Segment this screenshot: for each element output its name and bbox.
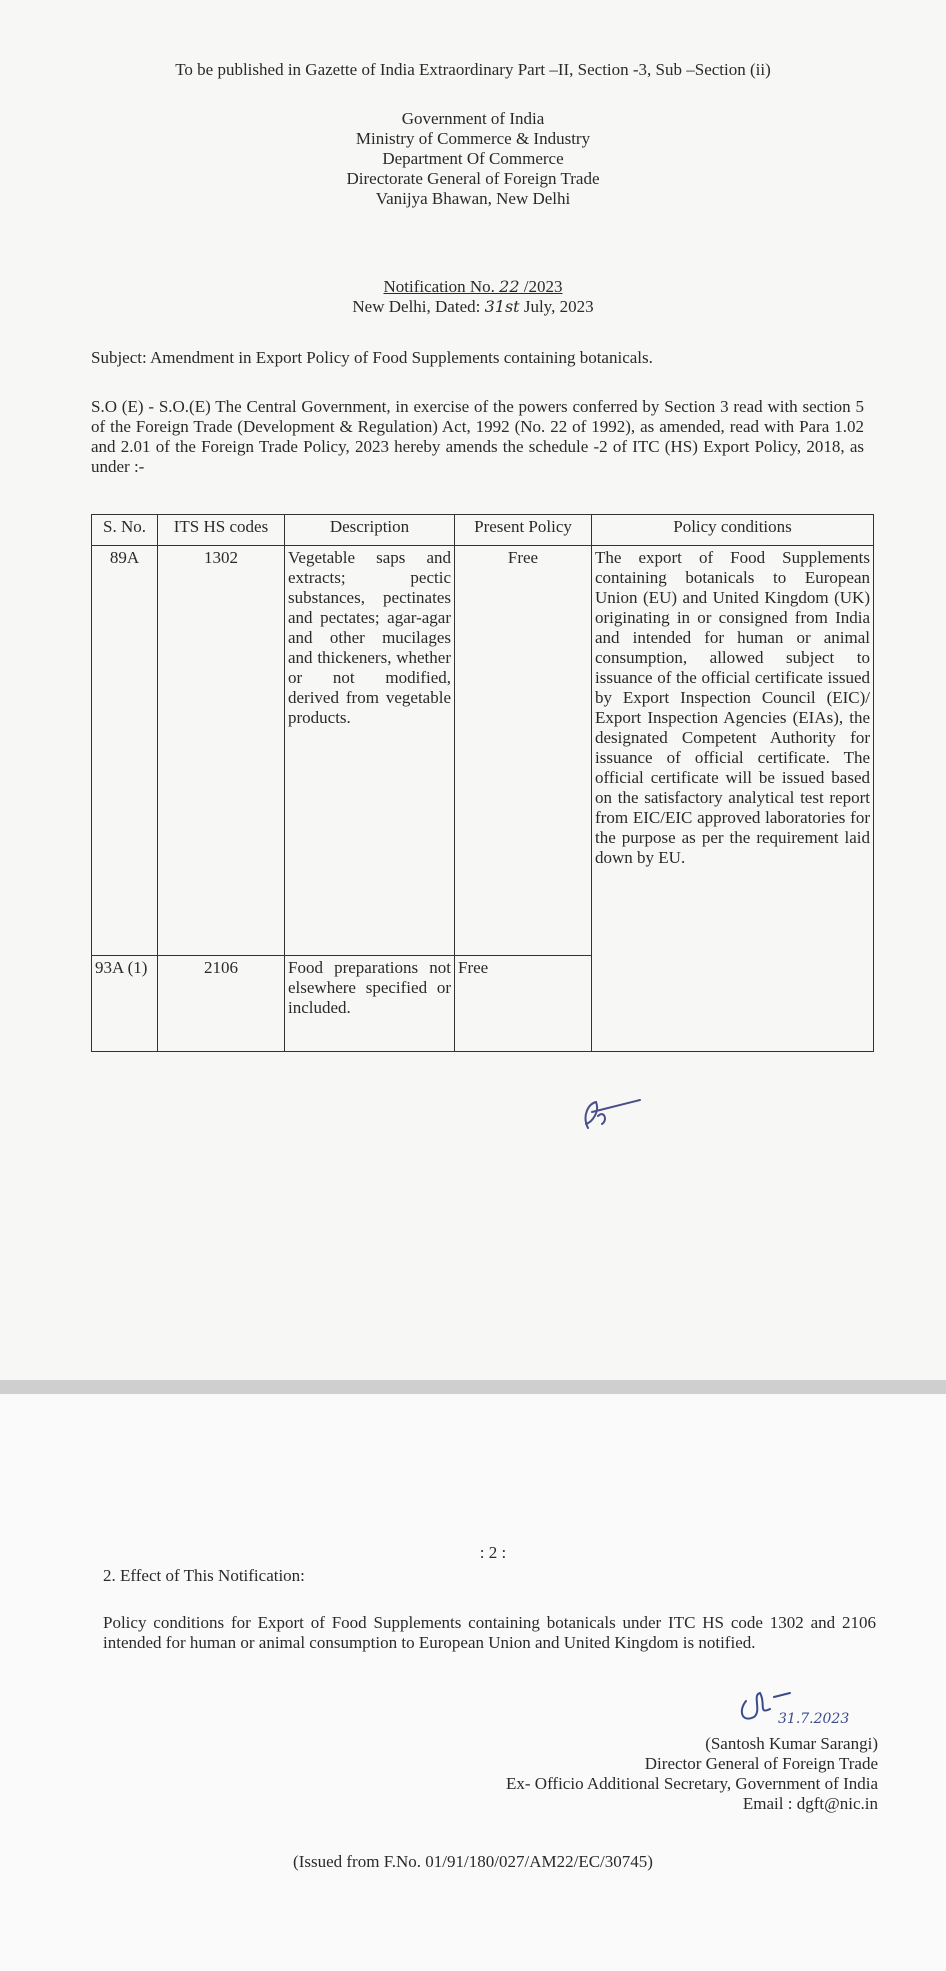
handwritten-signature bbox=[730, 1683, 860, 1733]
notification-number: Notification No. 22 /2023 bbox=[383, 277, 563, 296]
org-line-ministry: Ministry of Commerce & Industry bbox=[355, 129, 591, 148]
header-sno: S. No. bbox=[92, 515, 158, 546]
signatory-office: Ex- Officio Additional Secretary, Government of India bbox=[506, 1774, 878, 1793]
initials-signature-mark bbox=[578, 1090, 658, 1134]
cell-description: Food preparations not elsewhere specified or included. bbox=[285, 956, 455, 1052]
cell-present-policy: Free bbox=[455, 546, 592, 956]
signatory-title: Director General of Foreign Trade bbox=[644, 1754, 878, 1773]
cell-hs-code: 2106 bbox=[158, 956, 285, 1052]
signatory-email: Email : dgft@nic.in bbox=[742, 1794, 878, 1813]
org-line-government: Government of India bbox=[401, 109, 545, 128]
header-policy-conditions: Policy conditions bbox=[592, 515, 874, 546]
org-line-department: Department Of Commerce bbox=[382, 149, 564, 168]
intro-paragraph: S.O (E) - S.O.(E) The Central Government, in exercise of the powers conferred by Section 3 read with section 5 of the Foreign Trade (Development & Regulation) Act, 1992 (No. 22 of 1992), as amended, read with Para 1.02 and 2.01 of the Foreign Trade Policy, 2023 hereby amends the schedule -2 of ITC (HS) Export Policy, 2018, as under :- bbox=[91, 397, 864, 476]
notification-number-value: 22 bbox=[499, 277, 520, 296]
signatory-name: (Santosh Kumar Sarangi) bbox=[705, 1734, 878, 1753]
issued-from-line: (Issued from F.No. 01/91/180/027/AM22/EC/30745) bbox=[293, 1852, 653, 1871]
effect-paragraph: Policy conditions for Export of Food Supplements containing botanicals under ITC HS code 1302 and 2106 intended for human or animal consumption to European Union and United Kingdom is notified. bbox=[103, 1613, 876, 1652]
cell-description: Vegetable saps and extracts; pectic substances, pectinates and pectates; agar-agar and other mucilages and thickeners, whether or not modified, derived from vegetable products. bbox=[285, 546, 455, 956]
header-description: Description bbox=[285, 515, 455, 546]
signatory-block bbox=[380, 1734, 878, 1814]
effect-heading: 2. Effect of This Notification: bbox=[103, 1566, 305, 1585]
handwritten-date: 31st bbox=[484, 297, 520, 316]
cell-policy-conditions: The export of Food Supplements containing botanicals to European Union (EU) and United Kingdom (UK) originating in or consigned from India and intended for human or animal consumption, allowed subject to issuance of the official certificate issued by Export Inspection Council (EIC)/ Export Inspection Agencies (EIAs), the designated Competent Authority for issuance of official certificate. The official certificate will be issued based on the satisfactory analytical test report from EIC/EIC approved laboratories for the purpose as per the requirement laid down by EU. bbox=[592, 546, 874, 1052]
notification-date: New Delhi, Dated: 31st July, 2023 bbox=[352, 297, 594, 316]
cell-present-policy: Free bbox=[455, 956, 592, 1052]
page-number: : 2 : bbox=[479, 1543, 507, 1562]
page-separator bbox=[0, 1380, 946, 1394]
policy-table bbox=[91, 514, 874, 1052]
cell-hs-code: 1302 bbox=[158, 546, 285, 956]
header-hs-codes: ITS HS codes bbox=[158, 515, 285, 546]
gazette-line: To be published in Gazette of India Extraordinary Part –II, Section -3, Sub –Section (ii) bbox=[175, 60, 771, 79]
org-line-directorate: Directorate General of Foreign Trade bbox=[346, 169, 600, 188]
cell-sno: 93A (1) bbox=[92, 956, 158, 1052]
subject-line: Subject: Amendment in Export Policy of Food Supplements containing botanicals. bbox=[91, 348, 653, 367]
notification-block bbox=[200, 277, 746, 317]
table-header-row bbox=[92, 515, 874, 546]
cell-sno: 89A bbox=[92, 546, 158, 956]
org-line-address: Vanijya Bhawan, New Delhi bbox=[375, 189, 571, 208]
table-row bbox=[92, 546, 874, 956]
header-present-policy: Present Policy bbox=[455, 515, 592, 546]
signature-date: 31.7.2023 bbox=[778, 1711, 850, 1727]
org-block bbox=[200, 109, 746, 209]
